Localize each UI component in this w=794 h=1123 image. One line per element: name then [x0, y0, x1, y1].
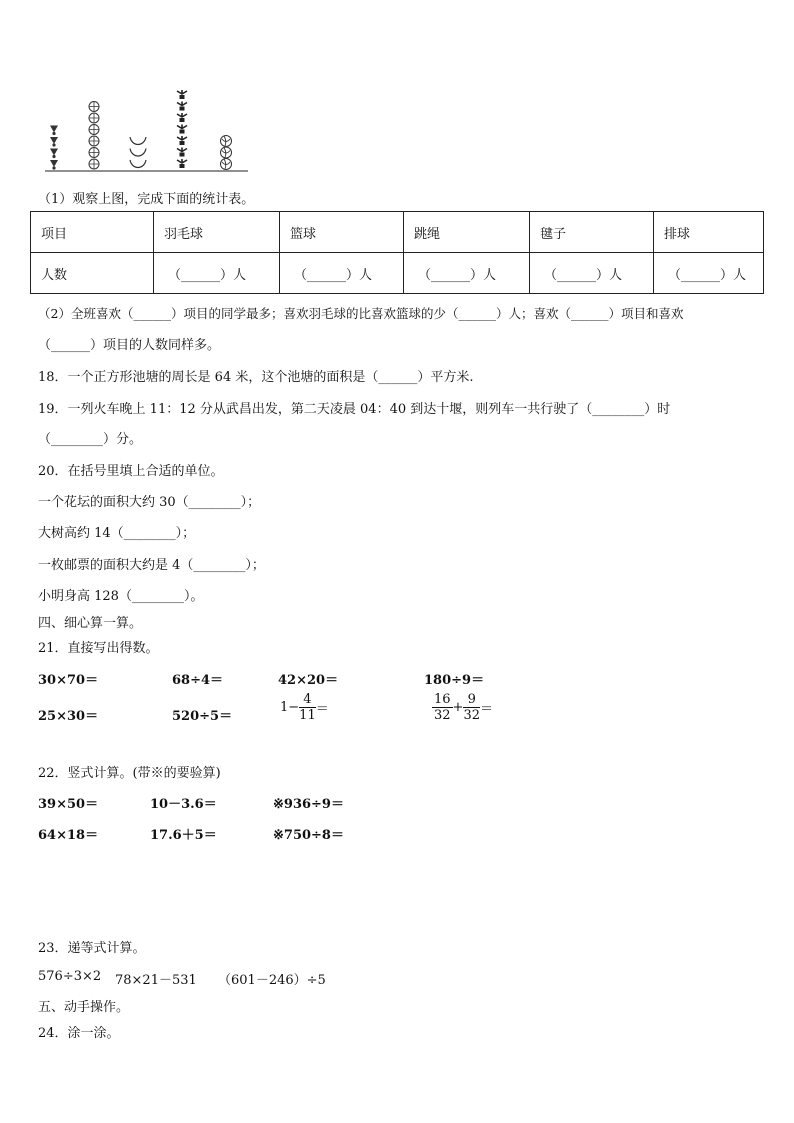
- jump-rope-icon: [130, 137, 146, 145]
- whole-part: 1−: [280, 700, 300, 715]
- basketball-icon: [89, 159, 99, 169]
- fraction: [299, 692, 316, 723]
- answer-blank[interactable]: （______）人: [404, 253, 530, 294]
- volleyball-icon: [221, 159, 232, 170]
- expression: 520÷5＝: [172, 709, 233, 724]
- shuttlecock-icon: [50, 149, 58, 159]
- jianzi-icon: [177, 125, 187, 134]
- expression: 25×30＝: [38, 709, 99, 724]
- basketball-icon: [89, 148, 99, 158]
- shuttlecock-icon: [50, 126, 58, 136]
- question-21-title: 21．直接写出得数。: [38, 641, 159, 656]
- jianzi-icon: [177, 159, 187, 168]
- denominator: 32: [463, 708, 480, 723]
- table-header-cell: 羽毛球: [154, 212, 280, 253]
- q20-item: 小明身高 128（________）。: [38, 589, 204, 604]
- answer-blank[interactable]: （______）人: [154, 253, 280, 294]
- basketball-icon: [89, 125, 99, 135]
- fraction-expression-2: [432, 692, 493, 723]
- q1-label: （1）观察上图，完成下面的统计表。: [38, 192, 255, 207]
- table-header-cell: 项目: [31, 212, 154, 253]
- table-header-cell: 篮球: [280, 212, 404, 253]
- q2-line1: （2）全班喜欢（______）项目的同学最多；喜欢羽毛球的比喜欢篮球的少（______）人；喜欢（______）项目和喜欢: [38, 306, 684, 321]
- expression: ※936÷9＝: [273, 797, 344, 812]
- jianzi-icon: [177, 113, 187, 122]
- question-23-title: 23．递等式计算。: [38, 941, 146, 956]
- expression: 68÷4＝: [172, 673, 224, 688]
- expression: 30×70＝: [38, 673, 99, 688]
- jump-rope-icon: [130, 149, 146, 157]
- question-19-line1: 19．一列火车晚上 11：12 分从武昌出发，第二天凌晨 04：40 到达十堰，则列车一共行驶了（________）时: [38, 402, 671, 417]
- expression: 78×21－531: [115, 973, 197, 988]
- jianzi-icon: [177, 102, 187, 111]
- basketball-icon: [89, 113, 99, 123]
- table-header-cell: 毽子: [530, 212, 654, 253]
- fraction: [463, 692, 480, 723]
- expression: 64×18＝: [38, 828, 99, 843]
- expression: 180÷9＝: [424, 673, 485, 688]
- volleyball-icon: [221, 147, 232, 158]
- expression: 10－3.6＝: [150, 797, 217, 812]
- expression: 17.6＋5＝: [150, 828, 217, 843]
- table-header-cell: 跳绳: [404, 212, 530, 253]
- fraction: [432, 692, 453, 723]
- numerator: 16: [434, 692, 451, 707]
- jianzi-icon: [177, 90, 187, 99]
- question-19-line2: （________）分。: [38, 432, 143, 447]
- jump-rope-icon: [130, 160, 146, 168]
- shuttlecock-icon: [50, 160, 58, 170]
- jianzi-icon: [177, 136, 187, 145]
- denominator: 32: [434, 708, 451, 723]
- expression: ※750÷8＝: [273, 828, 344, 843]
- equals-sign: ＝: [315, 702, 329, 717]
- question-20-title: 20．在括号里填上合适的单位。: [38, 464, 224, 479]
- expression: 42×20＝: [278, 673, 339, 688]
- numerator: 9: [463, 692, 480, 708]
- plus-sign: +: [452, 700, 464, 715]
- equals-sign: ＝: [480, 702, 494, 717]
- fraction-expression-1: [280, 692, 329, 723]
- volleyball-icon: [221, 136, 232, 147]
- q20-item: 一枚邮票的面积大约是 4（________）；: [38, 558, 265, 573]
- statistics-table: [30, 211, 764, 294]
- table-header-cell: 排球: [654, 212, 764, 253]
- expression: 576÷3×2: [38, 969, 102, 984]
- table-row: [31, 253, 764, 294]
- answer-blank[interactable]: （______）人: [530, 253, 654, 294]
- expression: 39×50＝: [38, 797, 99, 812]
- jianzi-icon: [177, 148, 187, 157]
- section-5-heading: 五、动手操作。: [38, 1000, 130, 1015]
- numerator: 4: [299, 692, 316, 708]
- answer-blank[interactable]: （______）人: [654, 253, 764, 294]
- answer-blank[interactable]: （______）人: [280, 253, 404, 294]
- basketball-icon: [89, 102, 99, 112]
- table-header-row: [31, 212, 764, 253]
- section-4-heading: 四、细心算一算。: [38, 616, 143, 631]
- question-22-title: 22．竖式计算。(带※的要验算): [38, 766, 221, 781]
- q20-item: 一个花坛的面积大约 30（________）；: [38, 495, 261, 510]
- shuttlecock-icon: [50, 137, 58, 147]
- question-18: 18．一个正方形池塘的周长是 64 米，这个池塘的面积是（______）平方米.: [38, 370, 474, 385]
- q2-line2: （______）项目的人数同样多。: [38, 338, 221, 353]
- denominator: 11: [299, 708, 316, 723]
- pictograph: [30, 78, 290, 173]
- table-row-label: 人数: [31, 253, 154, 294]
- basketball-icon: [89, 136, 99, 146]
- question-24: 24．涂一涂。: [38, 1026, 120, 1041]
- expression: （601－246）÷5: [218, 973, 326, 988]
- q20-item: 大树高约 14（________）；: [38, 526, 196, 541]
